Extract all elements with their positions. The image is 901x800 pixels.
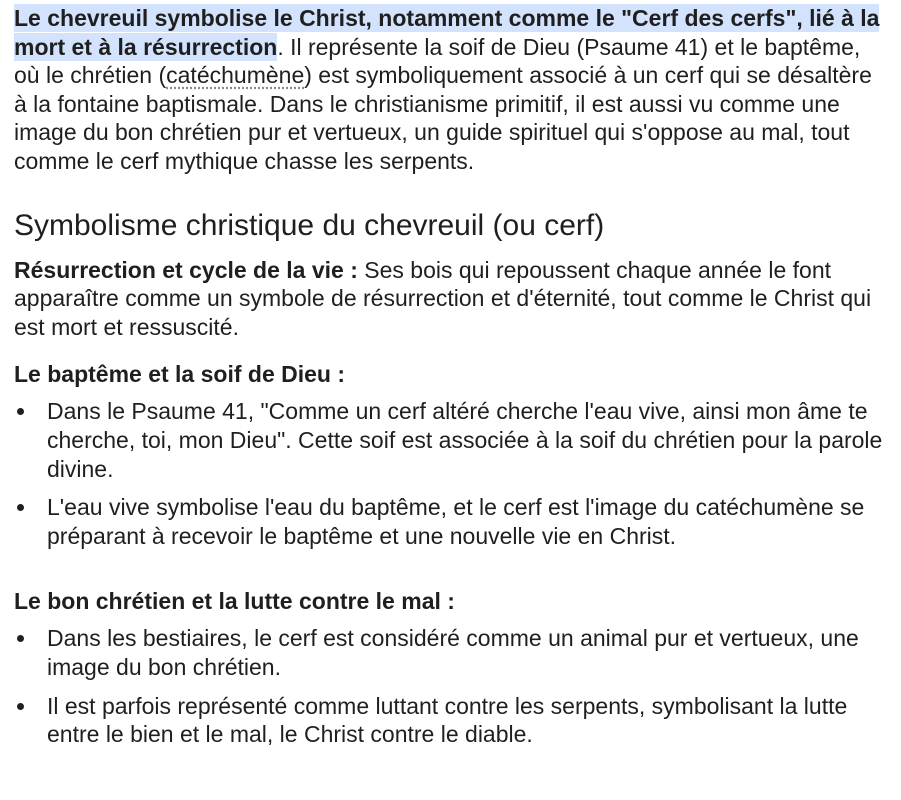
list-item — [14, 692, 887, 749]
list-item-text: Dans le Psaume 41, "Comme un cerf altéré cherche l'eau vive, ainsi mon âme te cherche, toi, mon Dieu". Cette soif est associée à la soif du chrétien pour la parole divine. — [47, 398, 883, 482]
catechumen-term-link[interactable]: catéchumène — [166, 62, 305, 89]
highlighted-text[interactable]: Le chevreuil symbolise le Christ, notamment comme le "Cerf des cerfs", lié à la mort et à la résurrection — [14, 5, 880, 60]
resurrection-text: Ses bois qui repoussent chaque année le font apparaître comme un symbole de résurrection et d'éternité, tout comme le Christ qui est mort et ressuscité. — [14, 256, 872, 340]
bullet-icon — [17, 703, 24, 710]
list-item-text: Dans les bestiaires, le cerf est considéré comme un animal pur et vertueux, une image du bon chrétien. — [47, 625, 859, 680]
bullet-icon — [17, 504, 24, 511]
list-item — [14, 624, 887, 681]
bullet-icon — [17, 408, 24, 415]
good-christian-heading: Le bon chrétien et la lutte contre le mal : — [14, 588, 455, 615]
list-item-text: L'eau vive symbolise l'eau du baptême, et le cerf est l'image du catéchumène se préparant à recevoir le baptême et une nouvelle vie en Christ. — [47, 494, 865, 549]
bullet-icon — [17, 635, 24, 642]
resurrection-paragraph — [14, 256, 887, 342]
baptism-heading: Le baptême et la soif de Dieu : — [14, 361, 346, 388]
list-item — [14, 397, 887, 483]
section-title: Symbolisme christique du chevreuil (ou cerf) — [14, 208, 605, 242]
intro-paragraph — [14, 4, 887, 176]
list-item-text: Il est parfois représenté comme luttant contre les serpents, symbolisant la lutte entre le bien et le mal, le Christ contre le diable. — [47, 692, 848, 748]
resurrection-label: Résurrection et cycle de la vie : — [14, 256, 358, 283]
baptism-list — [14, 397, 887, 550]
intro-text-part-2: ) est symboliquement associé à un cerf qui se désaltère à la fontaine baptismale. Dans le christianisme primitif, il est aussi vu comme une image du bon chrétien pur et vertueux, un guide spirituel qui s'oppose au mal, tout comme le cerf mythique chasse les serpents. — [14, 62, 872, 174]
intro-text-part-1: . Il représente la soif de Dieu (Psaume 41) et le baptême, où le chrétien ( — [14, 33, 861, 89]
good-christian-list — [14, 624, 887, 748]
list-item — [14, 493, 887, 550]
